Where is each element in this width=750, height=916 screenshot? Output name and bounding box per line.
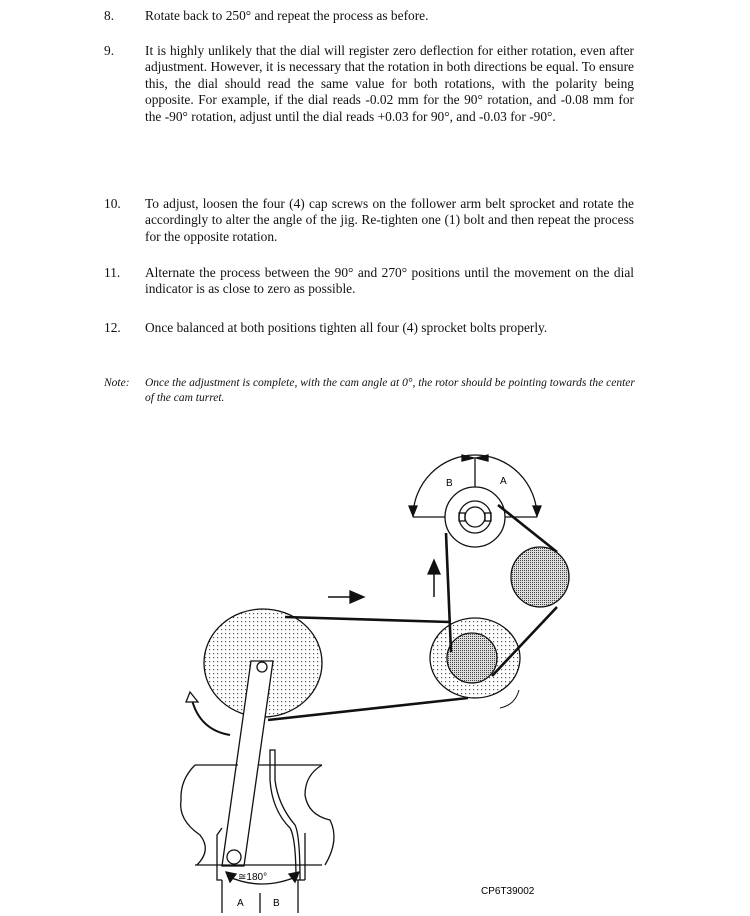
step-text: To adjust, loosen the four (4) cap screws on the follower arm belt sprocket and rotate the accordingly to alter the angle of the jig. Re-tighten one (1) bolt and then repeat the process for the opposite rotation. xyxy=(145,196,634,244)
step-text: Once balanced at both positions tighten all four (4) sprocket bolts properly. xyxy=(145,320,548,335)
top-pulley xyxy=(445,487,505,547)
angle-label: ≅180° xyxy=(238,872,268,883)
step-number: 9. xyxy=(104,43,115,58)
bottom-label-b: B xyxy=(273,898,280,909)
note-text: Once the adjustment is complete, with the cam angle at 0°, the rotor should be pointing towards the center of the cam turret. xyxy=(145,377,635,404)
step-number: 10. xyxy=(104,196,121,211)
figure-id: CP6T39002 xyxy=(481,886,535,897)
sprocket xyxy=(447,633,497,683)
right-idler xyxy=(511,547,569,607)
note-label: Note: xyxy=(104,377,130,389)
step-text: Rotate back to 250° and repeat the process as before. xyxy=(145,8,429,23)
step-text: It is highly unlikely that the dial will register zero deflection for either rotation, even after adjustment. However, it is necessary that the rotation in both directions be equal. To ensure this, the dial should read the same value for both rotations, with the polarity being opposite. For example, if the dial reads -0.02 mm for the 90° rotation, and -0.08 mm for the -90° rotation, adjust until the dial reads +0.03 for 90°, and -0.03 for -90°. xyxy=(145,43,634,124)
step-number: 11. xyxy=(104,265,121,280)
step-number: 12. xyxy=(104,320,121,335)
step-text: Alternate the process between the 90° and 270° positions until the movement on the dial indicator is as close to zero as possible. xyxy=(145,265,634,297)
top-label-a: A xyxy=(500,476,507,487)
top-label-b: B xyxy=(446,478,453,489)
step-number: 8. xyxy=(104,8,115,23)
bottom-label-a: A xyxy=(237,898,244,909)
